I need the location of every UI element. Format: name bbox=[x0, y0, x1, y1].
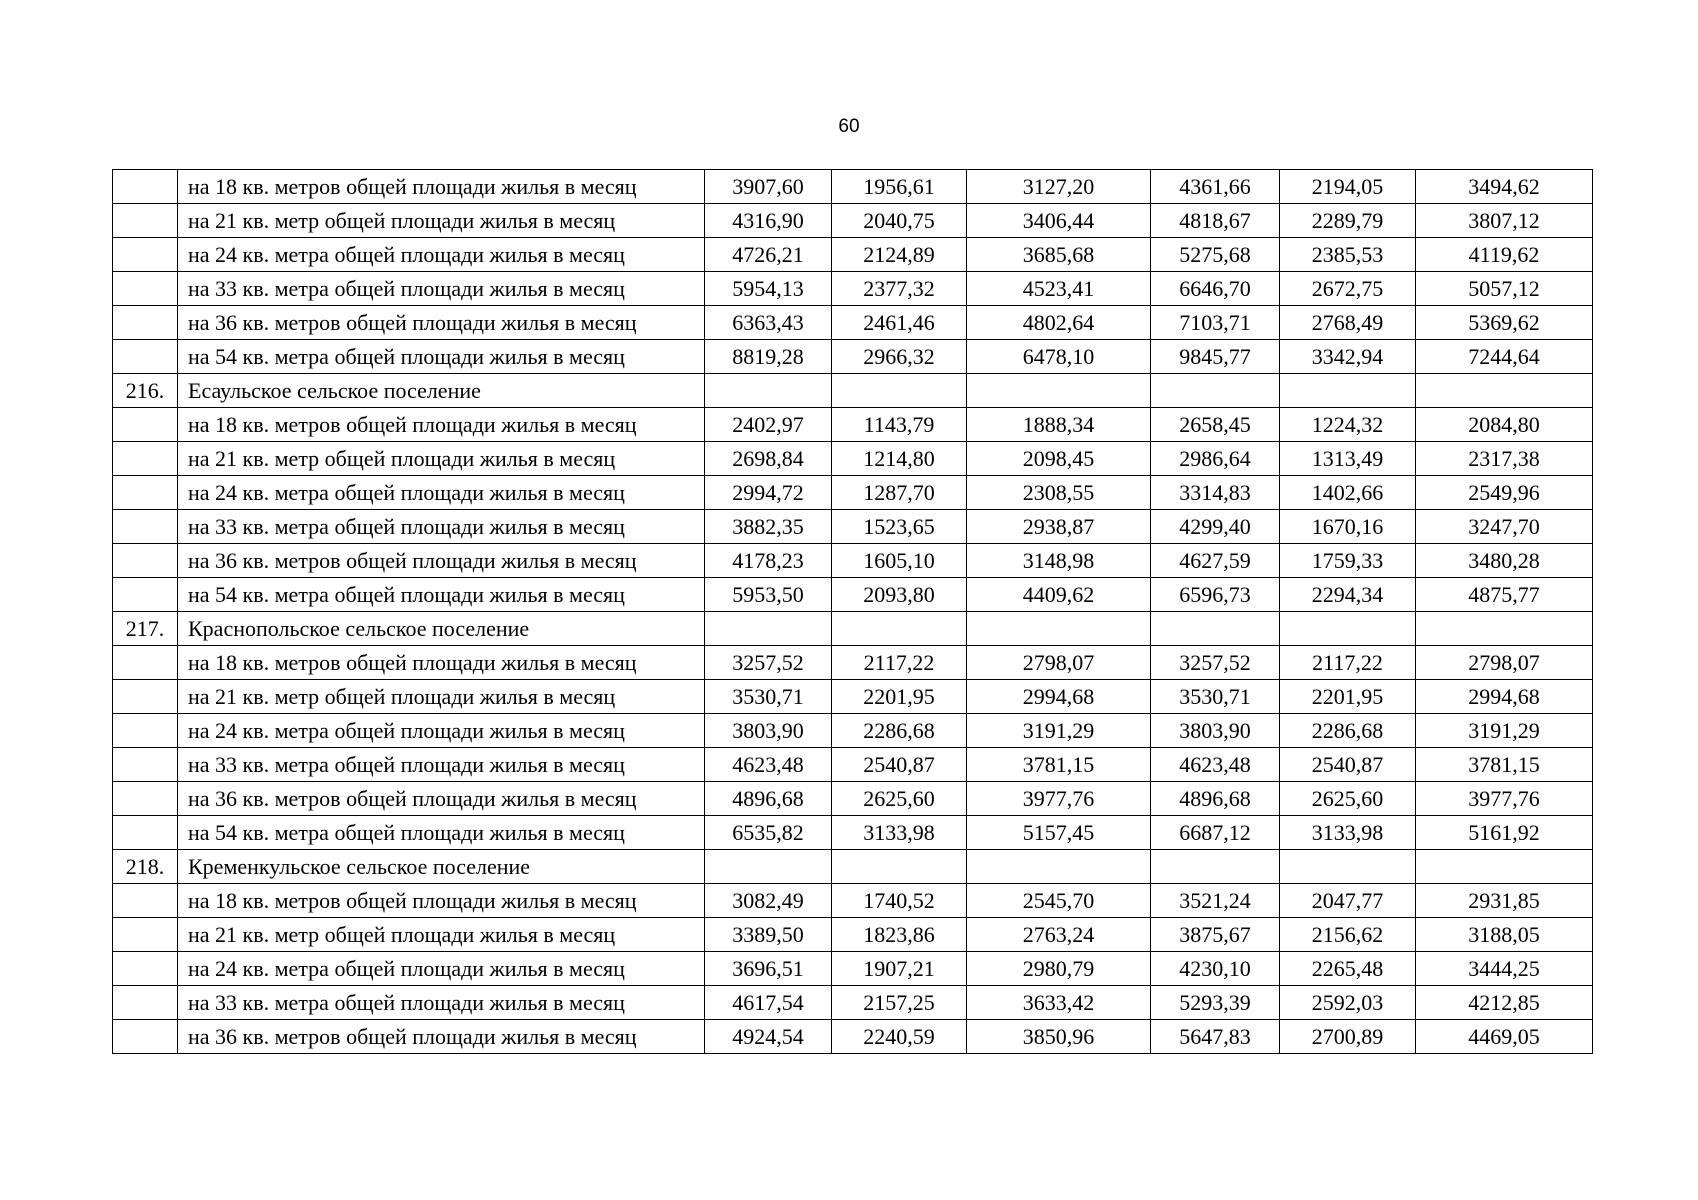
row-number-cell bbox=[113, 510, 178, 544]
value-cell: 2040,75 bbox=[832, 204, 967, 238]
value-cell: 2700,89 bbox=[1280, 1020, 1416, 1054]
value-cell: 3807,12 bbox=[1416, 204, 1593, 238]
value-cell: 1287,70 bbox=[832, 476, 967, 510]
table-row bbox=[113, 476, 1593, 510]
norm-label-cell: на 33 кв. метра общей площади жилья в месяц bbox=[178, 748, 705, 782]
norm-label-cell: на 36 кв. метров общей площади жилья в месяц bbox=[178, 1020, 705, 1054]
norm-label-cell: на 33 кв. метра общей площади жилья в месяц bbox=[178, 986, 705, 1020]
value-cell: 1956,61 bbox=[832, 170, 967, 204]
value-cell: 5647,83 bbox=[1151, 1020, 1280, 1054]
norm-label-cell: на 18 кв. метров общей площади жилья в месяц bbox=[178, 408, 705, 442]
value-cell: 2047,77 bbox=[1280, 884, 1416, 918]
row-number-cell: 216. bbox=[113, 374, 178, 408]
value-cell: 2549,96 bbox=[1416, 476, 1593, 510]
table-row bbox=[113, 238, 1593, 272]
value-cell: 3781,15 bbox=[1416, 748, 1593, 782]
value-cell bbox=[705, 850, 832, 884]
value-cell: 4726,21 bbox=[705, 238, 832, 272]
value-cell: 3188,05 bbox=[1416, 918, 1593, 952]
value-cell: 2377,32 bbox=[832, 272, 967, 306]
value-cell: 4469,05 bbox=[1416, 1020, 1593, 1054]
value-cell: 1402,66 bbox=[1280, 476, 1416, 510]
value-cell: 2798,07 bbox=[1416, 646, 1593, 680]
value-cell: 3803,90 bbox=[1151, 714, 1280, 748]
value-cell: 4617,54 bbox=[705, 986, 832, 1020]
value-cell: 1823,86 bbox=[832, 918, 967, 952]
value-cell: 2117,22 bbox=[1280, 646, 1416, 680]
row-number-cell bbox=[113, 646, 178, 680]
row-number-cell bbox=[113, 442, 178, 476]
value-cell: 3850,96 bbox=[967, 1020, 1151, 1054]
value-cell: 6535,82 bbox=[705, 816, 832, 850]
norm-label-cell: на 21 кв. метр общей площади жилья в месяц bbox=[178, 680, 705, 714]
norm-label-cell: на 36 кв. метров общей площади жилья в месяц bbox=[178, 782, 705, 816]
value-cell: 2545,70 bbox=[967, 884, 1151, 918]
value-cell: 3875,67 bbox=[1151, 918, 1280, 952]
value-cell: 2098,45 bbox=[967, 442, 1151, 476]
table-row bbox=[113, 952, 1593, 986]
norm-label-cell: на 33 кв. метра общей площади жилья в месяц bbox=[178, 510, 705, 544]
value-cell: 4119,62 bbox=[1416, 238, 1593, 272]
value-cell: 2540,87 bbox=[1280, 748, 1416, 782]
value-cell: 3494,62 bbox=[1416, 170, 1593, 204]
value-cell: 2994,68 bbox=[1416, 680, 1593, 714]
table-row bbox=[113, 782, 1593, 816]
value-cell: 3389,50 bbox=[705, 918, 832, 952]
row-number-cell bbox=[113, 952, 178, 986]
value-cell: 3530,71 bbox=[705, 680, 832, 714]
table-row bbox=[113, 204, 1593, 238]
row-number-cell bbox=[113, 476, 178, 510]
value-cell: 5954,13 bbox=[705, 272, 832, 306]
value-cell: 3082,49 bbox=[705, 884, 832, 918]
value-cell bbox=[1416, 850, 1593, 884]
value-cell: 2672,75 bbox=[1280, 272, 1416, 306]
value-cell: 2994,72 bbox=[705, 476, 832, 510]
value-cell: 3633,42 bbox=[967, 986, 1151, 1020]
value-cell: 2625,60 bbox=[1280, 782, 1416, 816]
value-cell: 4627,59 bbox=[1151, 544, 1280, 578]
norm-label-cell: на 54 кв. метра общей площади жилья в месяц bbox=[178, 816, 705, 850]
norm-label-cell: на 21 кв. метр общей площади жилья в месяц bbox=[178, 204, 705, 238]
value-cell: 4299,40 bbox=[1151, 510, 1280, 544]
value-cell: 1605,10 bbox=[832, 544, 967, 578]
value-cell: 3191,29 bbox=[1416, 714, 1593, 748]
settlement-name-cell: Есаульское сельское поселение bbox=[178, 374, 705, 408]
value-cell: 4212,85 bbox=[1416, 986, 1593, 1020]
settlement-name-cell: Кременкульское сельское поселение bbox=[178, 850, 705, 884]
value-cell: 3696,51 bbox=[705, 952, 832, 986]
table-row bbox=[113, 918, 1593, 952]
value-cell: 3314,83 bbox=[1151, 476, 1280, 510]
value-cell bbox=[1151, 612, 1280, 646]
value-cell: 5293,39 bbox=[1151, 986, 1280, 1020]
table-row bbox=[113, 748, 1593, 782]
value-cell: 4802,64 bbox=[967, 306, 1151, 340]
value-cell: 4924,54 bbox=[705, 1020, 832, 1054]
value-cell: 4623,48 bbox=[705, 748, 832, 782]
value-cell bbox=[832, 850, 967, 884]
value-cell: 2194,05 bbox=[1280, 170, 1416, 204]
value-cell: 2317,38 bbox=[1416, 442, 1593, 476]
value-cell bbox=[832, 612, 967, 646]
norm-label-cell: на 54 кв. метра общей площади жилья в месяц bbox=[178, 578, 705, 612]
value-cell: 2768,49 bbox=[1280, 306, 1416, 340]
norm-label-cell: на 21 кв. метр общей площади жилья в месяц bbox=[178, 918, 705, 952]
value-cell: 2201,95 bbox=[1280, 680, 1416, 714]
value-cell: 3444,25 bbox=[1416, 952, 1593, 986]
value-cell bbox=[967, 374, 1151, 408]
value-cell: 2084,80 bbox=[1416, 408, 1593, 442]
norm-label-cell: на 33 кв. метра общей площади жилья в месяц bbox=[178, 272, 705, 306]
value-cell: 3257,52 bbox=[705, 646, 832, 680]
value-cell bbox=[1416, 612, 1593, 646]
value-cell bbox=[1280, 612, 1416, 646]
row-number-cell bbox=[113, 748, 178, 782]
value-cell: 5275,68 bbox=[1151, 238, 1280, 272]
norm-label-cell: на 36 кв. метров общей площади жилья в месяц bbox=[178, 544, 705, 578]
table-body bbox=[113, 170, 1593, 1054]
tariff-table bbox=[112, 169, 1593, 1054]
table-row bbox=[113, 816, 1593, 850]
value-cell: 3133,98 bbox=[1280, 816, 1416, 850]
value-cell: 4316,90 bbox=[705, 204, 832, 238]
table-row bbox=[113, 1020, 1593, 1054]
value-cell: 2201,95 bbox=[832, 680, 967, 714]
row-number-cell bbox=[113, 578, 178, 612]
row-number-cell bbox=[113, 884, 178, 918]
value-cell: 2658,45 bbox=[1151, 408, 1280, 442]
value-cell: 4623,48 bbox=[1151, 748, 1280, 782]
value-cell bbox=[1151, 374, 1280, 408]
value-cell: 1214,80 bbox=[832, 442, 967, 476]
value-cell: 3127,20 bbox=[967, 170, 1151, 204]
value-cell bbox=[1416, 374, 1593, 408]
value-cell bbox=[967, 850, 1151, 884]
row-number-cell bbox=[113, 204, 178, 238]
value-cell: 6363,43 bbox=[705, 306, 832, 340]
value-cell: 2540,87 bbox=[832, 748, 967, 782]
value-cell: 4409,62 bbox=[967, 578, 1151, 612]
value-cell: 3530,71 bbox=[1151, 680, 1280, 714]
norm-label-cell: на 21 кв. метр общей площади жилья в месяц bbox=[178, 442, 705, 476]
table-row bbox=[113, 680, 1593, 714]
value-cell: 3685,68 bbox=[967, 238, 1151, 272]
row-number-cell: 218. bbox=[113, 850, 178, 884]
value-cell: 2402,97 bbox=[705, 408, 832, 442]
value-cell: 2289,79 bbox=[1280, 204, 1416, 238]
norm-label-cell: на 24 кв. метра общей площади жилья в месяц bbox=[178, 238, 705, 272]
section-row bbox=[113, 850, 1593, 884]
value-cell bbox=[705, 374, 832, 408]
value-cell bbox=[705, 612, 832, 646]
table-row bbox=[113, 510, 1593, 544]
row-number-cell bbox=[113, 340, 178, 374]
value-cell: 6596,73 bbox=[1151, 578, 1280, 612]
table-row bbox=[113, 170, 1593, 204]
value-cell: 3480,28 bbox=[1416, 544, 1593, 578]
row-number-cell bbox=[113, 782, 178, 816]
value-cell: 2986,64 bbox=[1151, 442, 1280, 476]
value-cell: 2698,84 bbox=[705, 442, 832, 476]
norm-label-cell: на 18 кв. метров общей площади жилья в месяц bbox=[178, 170, 705, 204]
value-cell: 4523,41 bbox=[967, 272, 1151, 306]
value-cell bbox=[1280, 374, 1416, 408]
norm-label-cell: на 24 кв. метра общей площади жилья в месяц bbox=[178, 952, 705, 986]
table-row bbox=[113, 442, 1593, 476]
value-cell: 2931,85 bbox=[1416, 884, 1593, 918]
table-row bbox=[113, 578, 1593, 612]
value-cell: 1759,33 bbox=[1280, 544, 1416, 578]
value-cell: 2980,79 bbox=[967, 952, 1151, 986]
row-number-cell bbox=[113, 1020, 178, 1054]
norm-label-cell: на 36 кв. метров общей площади жилья в месяц bbox=[178, 306, 705, 340]
value-cell: 3781,15 bbox=[967, 748, 1151, 782]
value-cell: 3521,24 bbox=[1151, 884, 1280, 918]
value-cell: 3977,76 bbox=[1416, 782, 1593, 816]
value-cell: 2157,25 bbox=[832, 986, 967, 1020]
table-row bbox=[113, 884, 1593, 918]
row-number-cell bbox=[113, 986, 178, 1020]
value-cell: 2461,46 bbox=[832, 306, 967, 340]
row-number-cell bbox=[113, 714, 178, 748]
value-cell: 3406,44 bbox=[967, 204, 1151, 238]
value-cell bbox=[1280, 850, 1416, 884]
value-cell: 4178,23 bbox=[705, 544, 832, 578]
value-cell: 4875,77 bbox=[1416, 578, 1593, 612]
value-cell: 2625,60 bbox=[832, 782, 967, 816]
page-number: 60 bbox=[838, 116, 860, 137]
table-row bbox=[113, 986, 1593, 1020]
value-cell: 4896,68 bbox=[705, 782, 832, 816]
value-cell: 5057,12 bbox=[1416, 272, 1593, 306]
value-cell: 6478,10 bbox=[967, 340, 1151, 374]
row-number-cell bbox=[113, 544, 178, 578]
value-cell: 2798,07 bbox=[967, 646, 1151, 680]
value-cell: 9845,77 bbox=[1151, 340, 1280, 374]
value-cell: 2938,87 bbox=[967, 510, 1151, 544]
row-number-cell bbox=[113, 918, 178, 952]
value-cell: 2117,22 bbox=[832, 646, 967, 680]
value-cell: 3907,60 bbox=[705, 170, 832, 204]
value-cell: 3148,98 bbox=[967, 544, 1151, 578]
norm-label-cell: на 18 кв. метров общей площади жилья в месяц bbox=[178, 884, 705, 918]
table-row bbox=[113, 408, 1593, 442]
value-cell: 2286,68 bbox=[1280, 714, 1416, 748]
section-row bbox=[113, 612, 1593, 646]
value-cell: 3882,35 bbox=[705, 510, 832, 544]
value-cell: 1523,65 bbox=[832, 510, 967, 544]
row-number-cell bbox=[113, 816, 178, 850]
value-cell: 2265,48 bbox=[1280, 952, 1416, 986]
value-cell: 2156,62 bbox=[1280, 918, 1416, 952]
value-cell: 5157,45 bbox=[967, 816, 1151, 850]
value-cell: 3257,52 bbox=[1151, 646, 1280, 680]
row-number-cell bbox=[113, 272, 178, 306]
value-cell: 3803,90 bbox=[705, 714, 832, 748]
value-cell: 6687,12 bbox=[1151, 816, 1280, 850]
value-cell: 1224,32 bbox=[1280, 408, 1416, 442]
row-number-cell bbox=[113, 170, 178, 204]
value-cell: 8819,28 bbox=[705, 340, 832, 374]
value-cell: 7103,71 bbox=[1151, 306, 1280, 340]
norm-label-cell: на 24 кв. метра общей площади жилья в месяц bbox=[178, 476, 705, 510]
table-row bbox=[113, 544, 1593, 578]
value-cell: 3342,94 bbox=[1280, 340, 1416, 374]
value-cell: 1670,16 bbox=[1280, 510, 1416, 544]
value-cell: 4818,67 bbox=[1151, 204, 1280, 238]
value-cell: 2592,03 bbox=[1280, 986, 1416, 1020]
table-row bbox=[113, 306, 1593, 340]
value-cell: 2240,59 bbox=[832, 1020, 967, 1054]
value-cell: 4896,68 bbox=[1151, 782, 1280, 816]
settlement-name-cell: Краснопольское сельское поселение bbox=[178, 612, 705, 646]
value-cell: 1313,49 bbox=[1280, 442, 1416, 476]
value-cell: 5161,92 bbox=[1416, 816, 1593, 850]
section-row bbox=[113, 374, 1593, 408]
table-row bbox=[113, 646, 1593, 680]
value-cell: 4361,66 bbox=[1151, 170, 1280, 204]
value-cell: 4230,10 bbox=[1151, 952, 1280, 986]
value-cell: 1907,21 bbox=[832, 952, 967, 986]
row-number-cell bbox=[113, 408, 178, 442]
norm-label-cell: на 24 кв. метра общей площади жилья в месяц bbox=[178, 714, 705, 748]
value-cell: 1143,79 bbox=[832, 408, 967, 442]
table-row bbox=[113, 272, 1593, 306]
row-number-cell bbox=[113, 680, 178, 714]
value-cell: 5953,50 bbox=[705, 578, 832, 612]
value-cell: 5369,62 bbox=[1416, 306, 1593, 340]
row-number-cell: 217. bbox=[113, 612, 178, 646]
table-row bbox=[113, 340, 1593, 374]
row-number-cell bbox=[113, 238, 178, 272]
value-cell: 3977,76 bbox=[967, 782, 1151, 816]
value-cell: 2385,53 bbox=[1280, 238, 1416, 272]
value-cell: 6646,70 bbox=[1151, 272, 1280, 306]
table-row bbox=[113, 714, 1593, 748]
value-cell: 2294,34 bbox=[1280, 578, 1416, 612]
value-cell bbox=[832, 374, 967, 408]
norm-label-cell: на 18 кв. метров общей площади жилья в месяц bbox=[178, 646, 705, 680]
value-cell bbox=[967, 612, 1151, 646]
value-cell: 2966,32 bbox=[832, 340, 967, 374]
value-cell: 2994,68 bbox=[967, 680, 1151, 714]
value-cell: 3133,98 bbox=[832, 816, 967, 850]
value-cell: 2763,24 bbox=[967, 918, 1151, 952]
value-cell: 1740,52 bbox=[832, 884, 967, 918]
value-cell: 2286,68 bbox=[832, 714, 967, 748]
value-cell: 2093,80 bbox=[832, 578, 967, 612]
value-cell: 3191,29 bbox=[967, 714, 1151, 748]
row-number-cell bbox=[113, 306, 178, 340]
value-cell: 2308,55 bbox=[967, 476, 1151, 510]
value-cell: 2124,89 bbox=[832, 238, 967, 272]
value-cell: 7244,64 bbox=[1416, 340, 1593, 374]
value-cell bbox=[1151, 850, 1280, 884]
value-cell: 3247,70 bbox=[1416, 510, 1593, 544]
value-cell: 1888,34 bbox=[967, 408, 1151, 442]
norm-label-cell: на 54 кв. метра общей площади жилья в месяц bbox=[178, 340, 705, 374]
